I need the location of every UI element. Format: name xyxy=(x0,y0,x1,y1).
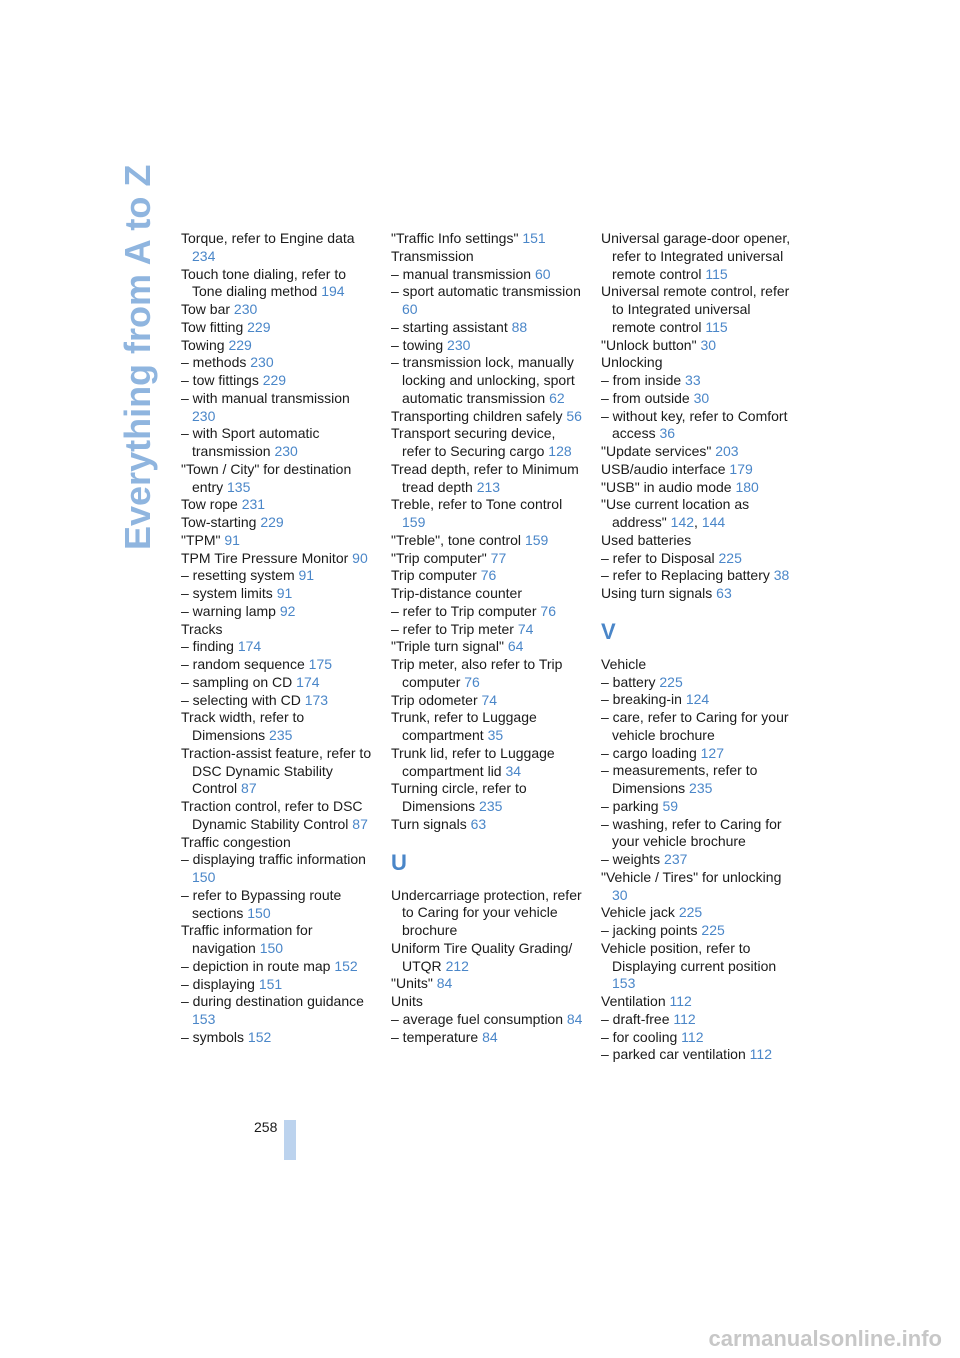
page-reference-link[interactable]: 64 xyxy=(507,638,524,655)
page-reference-link[interactable]: 142 xyxy=(670,514,695,530)
index-entry xyxy=(181,301,377,319)
page-reference-link[interactable]: 115 xyxy=(705,318,728,335)
index-entry xyxy=(391,692,587,710)
page-reference-link[interactable]: 153 xyxy=(192,1011,216,1027)
side-title: Everything from A to Z xyxy=(117,164,158,550)
page-reference-link[interactable]: 76 xyxy=(480,567,497,584)
index-entry-text: – displaying xyxy=(181,975,255,992)
index-entry-text: Traction control, refer to DSC Dynamic Stability Control xyxy=(181,798,363,832)
index-entry xyxy=(601,851,797,869)
index-entry xyxy=(601,567,797,585)
index-entry xyxy=(601,372,797,390)
index-entry xyxy=(391,709,587,745)
index-entry-text: – without key, refer to Comfort access xyxy=(601,407,788,442)
index-entry xyxy=(601,354,797,372)
index-entry xyxy=(391,656,587,692)
index-entry-text: – cargo loading xyxy=(601,744,697,761)
index-entry-text: Tracks xyxy=(181,620,223,637)
page-reference-link[interactable]: 225 xyxy=(659,673,683,690)
index-entry xyxy=(181,461,377,497)
index-entry xyxy=(181,621,377,639)
index-entry xyxy=(391,337,587,355)
page-reference-link[interactable]: 84 xyxy=(482,1028,498,1045)
index-entry-text: Trunk, refer to Luggage compartment xyxy=(391,709,537,743)
page-reference-link[interactable]: 225 xyxy=(701,922,725,938)
page-reference-link[interactable]: 153 xyxy=(612,975,636,992)
index-entry-text: – weights xyxy=(601,851,661,867)
index-entry xyxy=(391,354,587,407)
page-reference-link[interactable]: 76 xyxy=(540,602,556,619)
index-entry xyxy=(181,354,377,372)
index-entry-text: "USB" in audio mode xyxy=(601,478,732,495)
page-reference-link[interactable]: 60 xyxy=(402,301,418,317)
index-entry xyxy=(181,496,377,514)
index-entry-text: Unlocking xyxy=(601,354,663,371)
index-entry xyxy=(601,532,797,550)
page-reference-link[interactable]: 229 xyxy=(260,514,284,530)
index-entry-text: Traffic information for navigation xyxy=(181,922,313,956)
page-reference-link[interactable]: 180 xyxy=(735,478,759,495)
index-entry-text: Treble, refer to Tone control xyxy=(391,496,563,513)
index-entry-text: Units xyxy=(391,993,423,1009)
page-reference-link[interactable]: 84 xyxy=(436,975,453,992)
index-entry xyxy=(181,976,377,994)
index-entry xyxy=(181,745,377,798)
index-entry-text: – methods xyxy=(181,354,247,371)
watermark: carmanualsonline.info xyxy=(708,1326,942,1351)
page-reference-link[interactable]: 237 xyxy=(664,851,688,867)
index-entry xyxy=(601,390,797,408)
page-reference-link[interactable]: 63 xyxy=(716,585,732,601)
index-entry xyxy=(181,372,377,390)
index-entry-text: "Town / City" for destination entry xyxy=(181,460,352,495)
index-entry xyxy=(391,1011,587,1029)
index-entry-text: – with Sport automatic transmission xyxy=(181,425,320,459)
side-title-container xyxy=(117,164,158,558)
index-entry-text: – refer to Bypassing route sections xyxy=(181,886,342,921)
index-entry-text: "Triple turn signal" xyxy=(391,638,504,655)
index-entry xyxy=(391,550,587,568)
index-entry xyxy=(391,585,587,603)
page-reference-link[interactable]: 225 xyxy=(718,549,742,566)
index-entry-text: Transmission xyxy=(391,247,474,264)
index-entry-text: – average fuel consumption xyxy=(391,1010,563,1027)
index-entry-text: "Vehicle / Tires" for unlocking xyxy=(601,868,782,885)
index-entry-text: Vehicle position, refer to Displaying current position xyxy=(601,939,777,974)
index-entry-text: USB/audio interface xyxy=(601,460,726,477)
index-entry xyxy=(181,514,377,532)
index-entry xyxy=(391,745,587,781)
page-reference-link[interactable]: 194 xyxy=(321,283,345,300)
page-reference-link[interactable]: 84 xyxy=(566,1010,583,1027)
index-entry-text: "Units" xyxy=(391,975,433,992)
page-reference-link[interactable]: 212 xyxy=(445,957,469,974)
index-entry xyxy=(601,674,797,692)
index-entry-text: "Traffic Info settings" xyxy=(391,230,519,246)
index-entry xyxy=(601,1011,797,1029)
index-entry xyxy=(601,940,797,993)
index-entry-text: – manual transmission xyxy=(391,265,532,282)
index-entry xyxy=(181,638,377,656)
page-reference-link[interactable]: 91 xyxy=(276,585,293,601)
index-entry xyxy=(181,674,377,692)
page-reference-link[interactable]: 175 xyxy=(308,656,333,672)
index-entry xyxy=(181,656,377,674)
page-reference-link[interactable]: 87 xyxy=(352,815,368,832)
index-entry-text: – during destination guidance xyxy=(181,993,364,1010)
index-entry xyxy=(181,585,377,603)
page-reference-link[interactable]: 76 xyxy=(464,673,480,690)
index-entry-text: – refer to Replacing battery xyxy=(601,567,770,584)
page-reference-link[interactable]: 92 xyxy=(279,602,296,619)
page-number: 258 xyxy=(254,1119,278,1135)
index-entry xyxy=(391,319,587,337)
page-reference-link[interactable]: 33 xyxy=(685,372,701,388)
index-entry-text: – washing, refer to Caring for your vehicle brochure xyxy=(601,815,782,850)
index-entry xyxy=(181,319,377,337)
page-reference-link[interactable]: 112 xyxy=(749,1046,772,1063)
page-reference-link[interactable]: 151 xyxy=(522,230,546,246)
index-entry-text: TPM Tire Pressure Monitor xyxy=(181,549,349,566)
index-entry-text: – breaking-in xyxy=(601,691,682,708)
page-reference-link[interactable]: 159 xyxy=(402,514,426,530)
index-entry xyxy=(181,709,377,745)
index-entry-text: "Update services" xyxy=(601,443,712,459)
index-entry xyxy=(181,798,377,834)
section-letter: U xyxy=(391,849,407,875)
page-reference-link[interactable]: 230 xyxy=(250,354,274,371)
section-letter: V xyxy=(601,618,616,644)
page-reference-link[interactable]: 225 xyxy=(678,904,703,921)
page-reference-link[interactable]: 231 xyxy=(241,496,266,513)
index-entry xyxy=(391,975,587,993)
index-entry xyxy=(601,550,797,568)
index-entry-text: – draft-free xyxy=(601,1010,670,1027)
index-entry-text: Ventilation xyxy=(601,993,666,1009)
index-entry-text: – refer to Disposal xyxy=(601,549,715,566)
index-entry xyxy=(181,692,377,710)
index-entry-text: Uniform Tire Quality Grading/ UTQR xyxy=(391,939,573,974)
index-entry-text: Trip meter, also refer to Trip computer xyxy=(391,656,563,690)
index-entry xyxy=(601,585,797,603)
index-entry-text: Vehicle jack xyxy=(601,904,675,921)
page-reference-link[interactable]: 34 xyxy=(505,762,522,779)
index-entry-text: – sport automatic transmission xyxy=(391,283,581,300)
page-reference-link[interactable]: 235 xyxy=(689,780,713,796)
page-reference-link[interactable]: 63 xyxy=(470,815,487,832)
index-entry xyxy=(601,922,797,940)
index-column-1 xyxy=(181,230,377,1047)
index-entry-text: Turn signals xyxy=(391,815,467,832)
page-reference-link[interactable]: 112 xyxy=(673,1010,696,1027)
page-reference-link[interactable]: 229 xyxy=(247,318,271,335)
index-entry-text: – starting assistant xyxy=(391,318,508,335)
index-entry xyxy=(181,390,377,426)
page-reference-link[interactable]: 36 xyxy=(659,425,676,442)
index-entry-text: Touch tone dialing, refer to Tone dialing method xyxy=(181,265,346,300)
page-reference-link[interactable]: 152 xyxy=(247,1028,272,1045)
index-entry-text: "Trip computer" xyxy=(391,549,487,566)
index-entry xyxy=(181,337,377,355)
index-entry-text: – jacking points xyxy=(601,922,698,938)
index-entry-text: – towing xyxy=(391,336,444,353)
page-reference-link[interactable]: 115 xyxy=(705,265,728,282)
index-entry-text: – temperature xyxy=(391,1028,479,1045)
index-entry xyxy=(181,887,377,923)
index-entry xyxy=(391,1029,587,1047)
index-entry xyxy=(391,283,587,319)
index-entry-text: Traction-assist feature, refer to DSC Dynamic Stability Control xyxy=(181,744,372,797)
page-reference-link[interactable]: 150 xyxy=(192,869,216,885)
index-entry-text: – parking xyxy=(601,797,659,814)
index-entry xyxy=(601,869,797,905)
index-entry xyxy=(391,621,587,639)
page-reference-link[interactable]: 30 xyxy=(700,336,717,353)
index-entry-text: Transport securing device, refer to Securing cargo xyxy=(391,425,556,459)
index-entry xyxy=(601,283,797,336)
page-reference-link[interactable]: 151 xyxy=(258,975,283,992)
index-entry-text: – warning lamp xyxy=(181,602,276,619)
index-entry xyxy=(601,656,797,674)
index-entry-text: – battery xyxy=(601,673,656,690)
index-entry-text: Universal remote control, refer to Integrated universal remote control xyxy=(601,283,790,335)
index-entry-text: – with manual transmission xyxy=(181,389,350,406)
page-reference-link[interactable]: 213 xyxy=(476,478,501,495)
index-entry-text: Towing xyxy=(181,336,225,353)
index-entry xyxy=(601,762,797,798)
index-entry-text: Undercarriage protection, refer to Caring for your vehicle brochure xyxy=(391,886,582,938)
index-entry-text: – selecting with CD xyxy=(181,691,301,708)
index-entry-text: – tow fittings xyxy=(181,372,259,388)
index-entry xyxy=(601,479,797,497)
index-column-2 xyxy=(391,230,587,1046)
index-entry-text: – parked car ventilation xyxy=(601,1046,746,1063)
index-entry xyxy=(601,443,797,461)
index-entry-text: Trip-distance counter xyxy=(391,585,522,601)
page-reference-link[interactable]: 30 xyxy=(693,389,710,406)
index-entry-text: – from inside xyxy=(601,372,682,388)
index-entry xyxy=(391,266,587,284)
page-reference-link[interactable]: 91 xyxy=(298,567,315,584)
index-entry xyxy=(601,691,797,709)
index-entry-text: "Treble", tone control xyxy=(391,531,522,548)
index-entry-text: – transmission lock, manually locking and unlocking, sport automatic transmission xyxy=(391,354,575,406)
page-reference-link[interactable]: 150 xyxy=(247,904,271,921)
page-reference-link[interactable]: 230 xyxy=(447,336,471,353)
index-entry-text: – random sequence xyxy=(181,656,305,672)
index-entry xyxy=(181,550,377,568)
index-entry xyxy=(181,603,377,621)
index-entry xyxy=(601,230,797,283)
page-reference-link[interactable]: 88 xyxy=(511,318,528,335)
page-reference-link[interactable]: 59 xyxy=(662,797,679,814)
index-entry xyxy=(181,567,377,585)
page-reference-link[interactable]: 203 xyxy=(715,443,739,459)
page-reference-link[interactable]: 234 xyxy=(192,247,216,264)
index-entry xyxy=(391,816,587,834)
index-entry-text: – sampling on CD xyxy=(181,673,293,690)
index-entry xyxy=(181,425,377,461)
page-reference-link[interactable]: 229 xyxy=(228,336,252,353)
index-entry xyxy=(181,266,377,302)
page-reference-link[interactable]: 74 xyxy=(481,691,498,708)
index-entry xyxy=(601,709,797,745)
index-entry-text: Tread depth, refer to Minimum tread depth xyxy=(391,460,579,495)
index-entry-text: Trip odometer xyxy=(391,691,478,708)
page-reference-link[interactable]: 30 xyxy=(612,886,628,903)
page-reference-link[interactable]: 127 xyxy=(700,744,724,761)
index-entry-text: – for cooling xyxy=(601,1028,678,1045)
index-entry xyxy=(601,1029,797,1047)
page-reference-link[interactable]: 179 xyxy=(729,460,753,477)
index-entry-text: – depiction in route map xyxy=(181,957,331,974)
index-column-3 xyxy=(601,230,797,1064)
index-entry-text: Trip computer xyxy=(391,567,477,584)
index-entry-text: Tow-starting xyxy=(181,514,257,530)
index-entry-text: Tow rope xyxy=(181,496,238,513)
page-reference-link[interactable]: 229 xyxy=(262,372,287,388)
page-reference-link[interactable]: 90 xyxy=(352,549,368,566)
index-entry xyxy=(391,887,587,940)
index-entry-text: Torque, refer to Engine data xyxy=(181,230,355,246)
page-reference-link[interactable]: 62 xyxy=(549,389,565,406)
index-entry xyxy=(181,1029,377,1047)
index-entry-text: – measurements, refer to Dimensions xyxy=(601,762,758,796)
index-entry-text: Vehicle xyxy=(601,655,647,672)
index-entry-text: Tow fitting xyxy=(181,318,244,335)
index-entry xyxy=(391,780,587,816)
index-entry xyxy=(181,834,377,852)
index-entry-text: "TPM" xyxy=(181,531,221,548)
index-entry xyxy=(391,461,587,497)
page-reference-link[interactable]: 135 xyxy=(227,478,251,495)
page-reference-link[interactable]: 230 xyxy=(233,301,258,317)
index-entry xyxy=(601,993,797,1011)
index-entry xyxy=(181,230,377,266)
index-entry-text: Using turn signals xyxy=(601,585,713,601)
index-entry xyxy=(391,638,587,656)
index-entry xyxy=(181,993,377,1029)
index-entry-text: – finding xyxy=(181,638,234,655)
index-entry xyxy=(391,248,587,266)
index-entry xyxy=(391,496,587,532)
index-entry-text: – refer to Trip meter xyxy=(391,620,514,637)
page-reference-link[interactable]: 77 xyxy=(490,549,507,566)
page-reference-link[interactable]: 235 xyxy=(269,727,293,743)
index-entry-text: – care, refer to Caring for your vehicle brochure xyxy=(601,709,789,743)
index-entry: "Use current location as address" 142, 144 xyxy=(601,496,750,530)
page-reference-link[interactable]: 60 xyxy=(534,265,551,282)
index-entry xyxy=(391,425,587,461)
index-entry xyxy=(601,408,797,444)
index-entry-text: "Unlock button" xyxy=(601,336,697,353)
page-reference-link[interactable]: 56 xyxy=(566,407,582,424)
index-entry-text: Track width, refer to Dimensions xyxy=(181,709,305,743)
index-entry xyxy=(181,958,377,976)
index-entry xyxy=(391,603,587,621)
page-reference-link[interactable]: 112 xyxy=(669,993,692,1009)
index-entry-text: Trunk lid, refer to Luggage compartment lid xyxy=(391,744,555,779)
index-entry xyxy=(391,940,587,976)
index-entry-text: Used batteries xyxy=(601,531,692,548)
page-reference-link[interactable]: 74 xyxy=(517,620,534,637)
index-entry xyxy=(601,816,797,852)
page-reference-link[interactable]: 87 xyxy=(241,780,257,797)
index-entry-text: – resetting system xyxy=(181,567,295,584)
page-reference-link[interactable]: 128 xyxy=(548,443,572,459)
index-entry-text: – from outside xyxy=(601,389,690,406)
page-reference-link[interactable]: 150 xyxy=(259,940,284,956)
index-entry-text: – system limits xyxy=(181,585,273,601)
page-reference-link[interactable]: 112 xyxy=(681,1028,704,1045)
page-reference-link[interactable]: 124 xyxy=(685,691,710,708)
page-reference-link[interactable]: 152 xyxy=(334,957,358,974)
index-entry xyxy=(391,993,587,1011)
index-entry-text: – symbols xyxy=(181,1028,245,1045)
page-reference-link[interactable]: 235 xyxy=(479,798,503,814)
index-entry xyxy=(601,798,797,816)
index-entry-text: – displaying traffic information xyxy=(181,851,366,868)
index-entry-text: – refer to Trip computer xyxy=(391,602,537,619)
index-entry-text: Turning circle, refer to Dimensions xyxy=(391,780,527,814)
page-reference-link[interactable]: 144 xyxy=(701,514,726,530)
index-entry-text: Traffic congestion xyxy=(181,833,291,850)
index-entry xyxy=(601,904,797,922)
index-entry xyxy=(391,567,587,585)
index-entry xyxy=(601,745,797,763)
index-entry xyxy=(181,851,377,887)
page-reference-link[interactable]: 174 xyxy=(237,638,262,655)
page-reference-link[interactable]: 91 xyxy=(224,531,240,548)
index-entry xyxy=(391,532,587,550)
index-entry xyxy=(391,230,587,248)
page-reference-link[interactable]: 174 xyxy=(296,673,320,690)
page-reference-link[interactable]: 35 xyxy=(487,727,504,743)
index-entry xyxy=(601,461,797,479)
index-entry xyxy=(181,922,377,958)
index-entry xyxy=(601,1046,797,1064)
page-number-bar xyxy=(284,1120,296,1160)
page-reference-link[interactable]: 159 xyxy=(524,531,549,548)
page-reference-link[interactable]: 230 xyxy=(192,407,216,424)
index-entry-text: Universal garage-door opener, refer to Integrated universal remote control xyxy=(601,230,791,282)
page-reference-link[interactable]: 230 xyxy=(274,443,298,459)
index-entry-text: Transporting children safely xyxy=(391,407,563,424)
index-entry xyxy=(601,337,797,355)
index-entry xyxy=(391,408,587,426)
index-entry xyxy=(181,532,377,550)
page-reference-link[interactable]: 38 xyxy=(773,567,790,584)
index-entry-text: "Use current location as address" xyxy=(601,496,750,530)
page-reference-link[interactable]: 173 xyxy=(304,691,329,708)
index-entry-text: Tow bar xyxy=(181,301,231,317)
